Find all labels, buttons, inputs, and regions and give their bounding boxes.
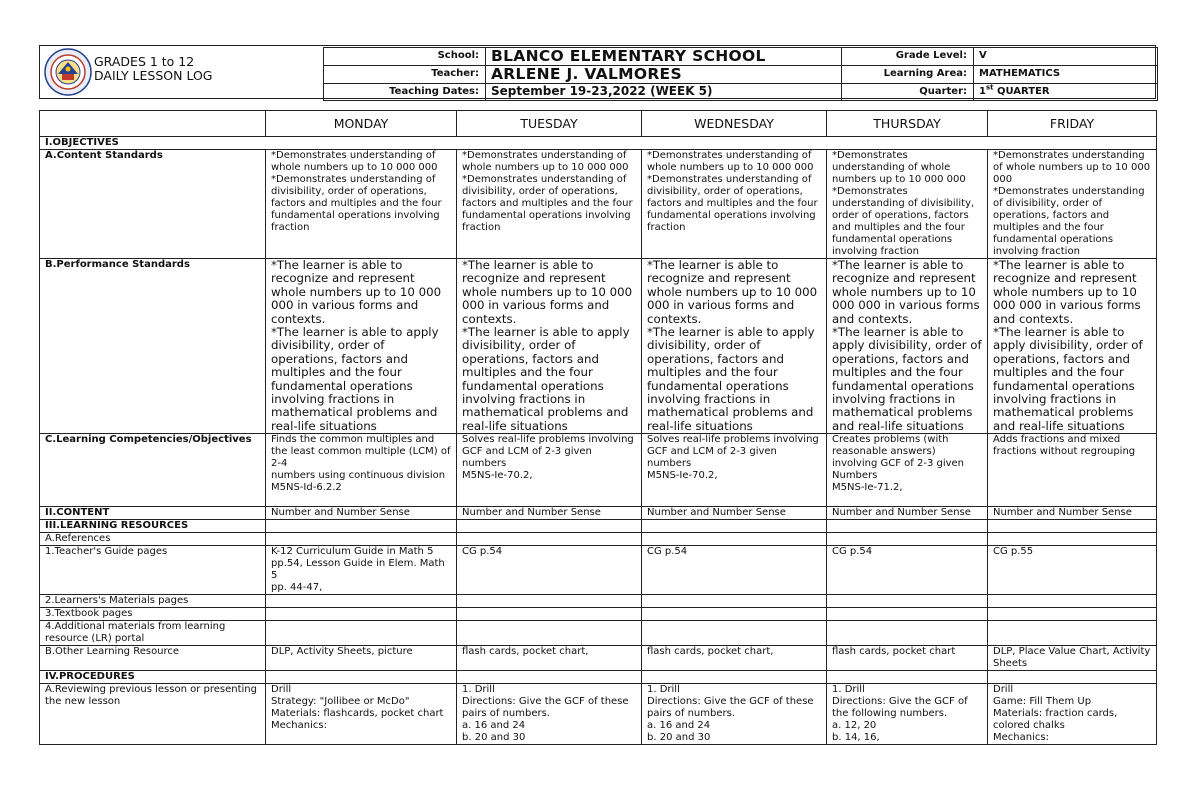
learning-competencies-label: C.Learning Competencies/Objectives	[40, 434, 266, 507]
content-tuesday: Number and Number Sense	[457, 507, 642, 520]
other-resources-thursday: flash cards, pocket chart	[827, 646, 988, 671]
learning-competencies-tuesday: Solves real-life problems involving GCF and LCM of 2-3 given numbers M5NS-Ie-70.2,	[457, 434, 642, 507]
performance-standards-monday: *The learner is able to recognize and represent whole numbers up to 10 000 000 in various forms and contexts. *The learner is able to apply divisibility, order of operations, factors and multiples and the four fundamental operations involving fractions in mathematical problems and real-life situations	[266, 259, 457, 434]
day-friday: FRIDAY	[988, 111, 1157, 137]
performance-standards-label: B.Performance Standards	[40, 259, 266, 434]
learners-materials-row	[40, 595, 1157, 608]
header-info-table	[323, 47, 1158, 101]
other-resources-wednesday: flash cards, pocket chart,	[642, 646, 827, 671]
learning-competencies-thursday: Creates problems (with reasonable answers) involving GCF of 2-3 given Numbers M5NS-Ie-71.2,	[827, 434, 988, 507]
reviewing-row	[40, 684, 1157, 745]
learners-materials-label: 2.Learners's Materials pages	[40, 595, 266, 608]
teaching-dates-value: September 19-23,2022 (WEEK 5)	[486, 84, 842, 101]
performance-standards-row	[40, 259, 1157, 434]
teachers-guide-label: 1.Teacher's Guide pages	[40, 546, 266, 595]
content-standards-thursday: *Demonstrates understanding of whole numbers up to 10 000 000 *Demonstrates understanding of divisibility, order of operations, factors and multiples and the four fundamental operations involving fraction	[827, 150, 988, 259]
learning-area-label: Learning Area:	[842, 66, 974, 84]
quarter-value	[974, 84, 1158, 101]
learning-area-value: MATHEMATICS	[974, 66, 1158, 84]
reviewing-monday: Drill Strategy: "Jollibee or McDo" Materials: flashcards, pocket chart Mechanics:	[266, 684, 457, 745]
procedures-row	[40, 671, 1157, 684]
additional-materials-row	[40, 621, 1157, 646]
teachers-guide-row	[40, 546, 1157, 595]
performance-standards-friday: *The learner is able to recognize and represent whole numbers up to 10 000 000 in various forms and contexts. *The learner is able to apply divisibility, order of operations, factors and multiples and the four fundamental operations involving fractions in mathematical problems and real-life situations	[988, 259, 1157, 434]
learning-resources-row	[40, 520, 1157, 533]
corner-cell	[40, 111, 266, 137]
teachers-guide-thursday: CG p.54	[827, 546, 988, 595]
references-row	[40, 533, 1157, 546]
other-resources-tuesday: flash cards, pocket chart,	[457, 646, 642, 671]
procedures-heading: IV.PROCEDURES	[40, 671, 266, 684]
quarter-suffix: st	[985, 83, 994, 92]
form-title-line1: GRADES 1 to 12	[94, 54, 195, 69]
day-tuesday: TUESDAY	[457, 111, 642, 137]
other-resources-friday: DLP, Place Value Chart, Activity Sheets	[988, 646, 1157, 671]
day-monday: MONDAY	[266, 111, 457, 137]
quarter-number: 1	[979, 86, 986, 97]
school-label: School:	[324, 48, 486, 66]
teacher-value: ARLENE J. VALMORES	[486, 66, 842, 84]
learning-resources-heading: III.LEARNING RESOURCES	[40, 520, 266, 533]
other-resources-row	[40, 646, 1157, 671]
teachers-guide-wednesday: CG p.54	[642, 546, 827, 595]
performance-standards-wednesday: *The learner is able to recognize and represent whole numbers up to 10 000 000 in various forms and contexts. *The learner is able to apply divisibility, order of operations, factors and multiples and the four fundamental operations involving fractions in mathematical problems and real-life situations	[642, 259, 827, 434]
teacher-label: Teacher:	[324, 66, 486, 84]
content-thursday: Number and Number Sense	[827, 507, 988, 520]
lesson-log-table	[39, 110, 1157, 745]
teachers-guide-monday: K-12 Curriculum Guide in Math 5 pp.54, Lesson Guide in Elem. Math 5 pp. 44-47,	[266, 546, 457, 595]
objectives-heading: I.OBJECTIVES	[40, 137, 1157, 150]
content-standards-label: A.Content Standards	[40, 150, 266, 259]
other-resources-label: B.Other Learning Resource	[40, 646, 266, 671]
teachers-guide-tuesday: CG p.54	[457, 546, 642, 595]
learning-competencies-monday: Finds the common multiples and the least common multiple (LCM) of 2-4 numbers using continuous division M5NS-Id-6.2.2	[266, 434, 457, 507]
content-label: II.CONTENT	[40, 507, 266, 520]
content-monday: Number and Number Sense	[266, 507, 457, 520]
learning-competencies-wednesday: Solves real-life problems involving GCF and LCM of 2-3 given numbers M5NS-Ie-70.2,	[642, 434, 827, 507]
form-title-line2: DAILY LESSON LOG	[94, 68, 213, 83]
content-friday: Number and Number Sense	[988, 507, 1157, 520]
day-header-row	[40, 111, 1157, 137]
quarter-word: QUARTER	[993, 86, 1050, 97]
reviewing-wednesday: 1. Drill Directions: Give the GCF of these pairs of numbers. a. 16 and 24 b. 20 and 30	[642, 684, 827, 745]
additional-materials-label: 4.Additional materials from learning resource (LR) portal	[40, 621, 266, 646]
day-wednesday: WEDNESDAY	[642, 111, 827, 137]
content-standards-monday: *Demonstrates understanding of whole numbers up to 10 000 000 *Demonstrates understanding of divisibility, order of operations, factors and multiples and the four fundamental operations involving fraction	[266, 150, 457, 259]
reviewing-tuesday: 1. Drill Directions: Give the GCF of these pairs of numbers. a. 16 and 24 b. 20 and 30	[457, 684, 642, 745]
content-standards-tuesday: *Demonstrates understanding of whole numbers up to 10 000 000 *Demonstrates understanding of divisibility, order of operations, factors and multiples and the four fundamental operations involving fraction	[457, 150, 642, 259]
textbook-pages-row	[40, 608, 1157, 621]
learning-competencies-row	[40, 434, 1157, 507]
performance-standards-thursday: *The learner is able to recognize and represent whole numbers up to 10 000 000 in various forms and contexts. *The learner is able to apply divisibility, order of operations, factors and multiples and the four fundamental operations involving fractions in mathematical problems and real-life situations	[827, 259, 988, 434]
reviewing-thursday: 1. Drill Directions: Give the GCF of the following numbers. a. 12, 20 b. 14, 16,	[827, 684, 988, 745]
content-standards-friday: *Demonstrates understanding of whole numbers up to 10 000 000 *Demonstrates understanding of divisibility, order of operations, factors and multiples and the four fundamental operations involving fraction	[988, 150, 1157, 259]
objectives-row	[40, 137, 1157, 150]
content-standards-row	[40, 150, 1157, 259]
content-standards-wednesday: *Demonstrates understanding of whole numbers up to 10 000 000 *Demonstrates understanding of divisibility, order of operations, factors and multiples and the four fundamental operations involving fraction	[642, 150, 827, 259]
learning-competencies-friday: Adds fractions and mixed fractions without regrouping	[988, 434, 1157, 507]
reviewing-friday: Drill Game: Fill Them Up Materials: fraction cards, colored chalks Mechanics:	[988, 684, 1157, 745]
grade-level-value: V	[974, 48, 1158, 66]
other-resources-monday: DLP, Activity Sheets, picture	[266, 646, 457, 671]
content-wednesday: Number and Number Sense	[642, 507, 827, 520]
teachers-guide-friday: CG p.55	[988, 546, 1157, 595]
reviewing-label: A.Reviewing previous lesson or presenting the new lesson	[40, 684, 266, 745]
performance-standards-tuesday: *The learner is able to recognize and represent whole numbers up to 10 000 000 in various forms and contexts. *The learner is able to apply divisibility, order of operations, factors and multiples and the four fundamental operations involving fractions in mathematical problems and real-life situations	[457, 259, 642, 434]
quarter-label: Quarter:	[842, 84, 974, 101]
school-value: BLANCO ELEMENTARY SCHOOL	[486, 48, 842, 66]
day-thursday: THURSDAY	[827, 111, 988, 137]
grade-level-label: Grade Level:	[842, 48, 974, 66]
content-row	[40, 507, 1157, 520]
references-label: A.References	[40, 533, 266, 546]
textbook-pages-label: 3.Textbook pages	[40, 608, 266, 621]
teaching-dates-label: Teaching Dates:	[324, 84, 486, 101]
deped-seal-icon	[44, 48, 92, 96]
